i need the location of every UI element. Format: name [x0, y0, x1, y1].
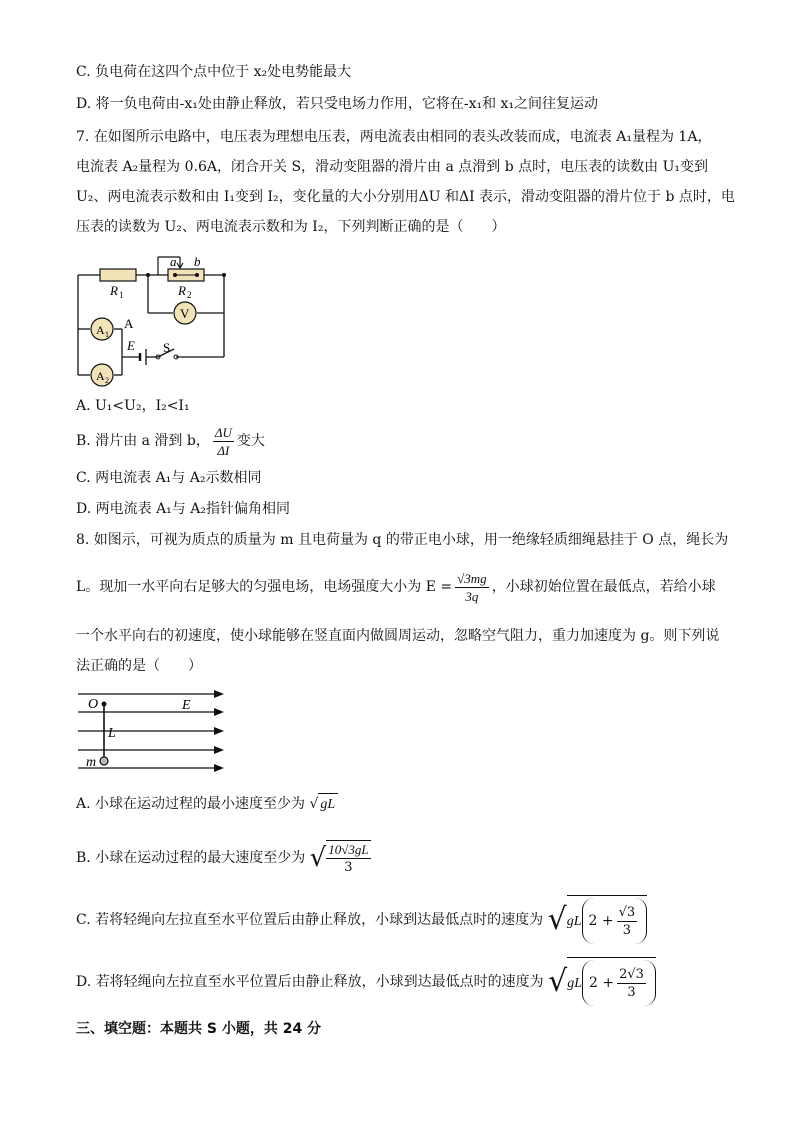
label-r2-sub: 2 [187, 290, 192, 300]
q8-stem-line3: 一个水平向右的初速度，使小球能够在竖直面内做圆周运动，忽略空气阻力，重力加速度为 g。则下列说 [76, 628, 720, 644]
label-a: a [170, 254, 177, 269]
q8-option-a-sqrt: √ gL [309, 793, 338, 815]
label-a1: A [96, 323, 105, 337]
label-r1-sub: 1 [119, 290, 124, 300]
label-b: b [194, 254, 201, 269]
label-e-field: E [182, 698, 191, 713]
section-3-heading: 三、填空题：本题共 S 小题，共 24 分 [76, 1021, 322, 1037]
q7-option-b-fraction: $\frac{\Delta U}{\Delta I}$ [214, 424, 232, 458]
label-a2: A [96, 369, 105, 383]
label-a1-sub: 1 [105, 330, 109, 339]
q6-option-d: D. 将一负电荷由-x₁处由静止释放，若只受电场力作用，它将在-x₁和 x₁之间往复运动 [76, 96, 599, 112]
q8-option-c: C. 若将轻绳向左拉直至水平位置后由静止释放，小球到达最低点时的速度为 √gL 2 + $\frac{√3}{3}$ [76, 895, 647, 945]
label-r1: R [110, 283, 118, 298]
label-e: E [127, 338, 135, 353]
q8-stem-line2: L。现加一水平向右足够大的匀强电场，电场强度大小为 E = $\frac{√3mg}{3q}$ ，小球初始位置在最低点，若给小球 [76, 570, 716, 604]
q7-stem-line2: 电流表 A₂量程为 0.6A，闭合开关 S，滑动变阻器的滑片由 a 点滑到 b 点时，电压表的读数由 U₁变到 [76, 159, 709, 175]
q7-option-b [76, 423, 265, 459]
q7-option-a: A. U₁<U₂，I₂<I₁ [76, 398, 190, 414]
q7-option-b-text: B. 滑片由 a 滑到 b， [76, 433, 210, 449]
q6-option-c: C. 负电荷在这四个点中位于 x₂处电势能最大 [76, 64, 352, 80]
label-r2: R [178, 283, 186, 298]
q8-option-b: B. 小球在运动过程的最大速度至少为 √ $\frac{10√3gL}{3}$ [76, 842, 369, 875]
q8-option-d: D. 若将轻绳向左拉直至水平位置后由静止释放，小球到达最低点时的速度为 √gL 2 + $\frac{2√3}{3}$ [76, 957, 656, 1007]
q7-option-b-suffix: 变大 [236, 433, 265, 449]
label-m: m [86, 755, 97, 770]
q8-stem-line1: 8. 如图示，可视为质点的质量为 m 且电荷量为 q 的带正电小球，用一绝缘轻质细绳悬挂于 O 点，绳长为 [76, 532, 729, 548]
ball [100, 757, 108, 765]
q8-field-figure [74, 686, 229, 776]
q7-stem-line1: 7. 在如图所示电路中，电压表为理想电压表，两电流表由相同的表头改装而成，电流表 A₁量程为 1A， [76, 129, 712, 145]
q7-circuit-diagram [70, 245, 240, 390]
q7-option-c: C. 两电流表 A₁与 A₂示数相同 [76, 470, 262, 486]
label-v: V [180, 306, 190, 321]
q8-option-a: A. 小球在运动过程的最小速度至少为 √ gL [76, 793, 338, 815]
label-node-a: A [124, 316, 134, 331]
label-l: L [108, 726, 116, 741]
q7-stem-line4: 压表的读数为 U₂、两电流表示数和为 I₂，下列判断正确的是（ ） [76, 219, 506, 235]
r1-resistor [100, 269, 136, 281]
q7-stem-line3: U₂、两电流表示数和由 I₁变到 I₂，变化量的大小分别用ΔU 和ΔI 表示，滑动变阻器的滑片位于 b 点时，电 [76, 189, 735, 205]
label-a2-sub: 2 [105, 376, 109, 385]
q8-field-fraction: $\frac{√3mg}{3q}$ [457, 570, 487, 604]
q8-stem-line4: 法正确的是（ ） [76, 658, 202, 674]
label-s: S [163, 340, 171, 355]
label-o: O [88, 697, 99, 712]
q7-option-d: D. 两电流表 A₁与 A₂指针偏角相同 [76, 501, 290, 517]
